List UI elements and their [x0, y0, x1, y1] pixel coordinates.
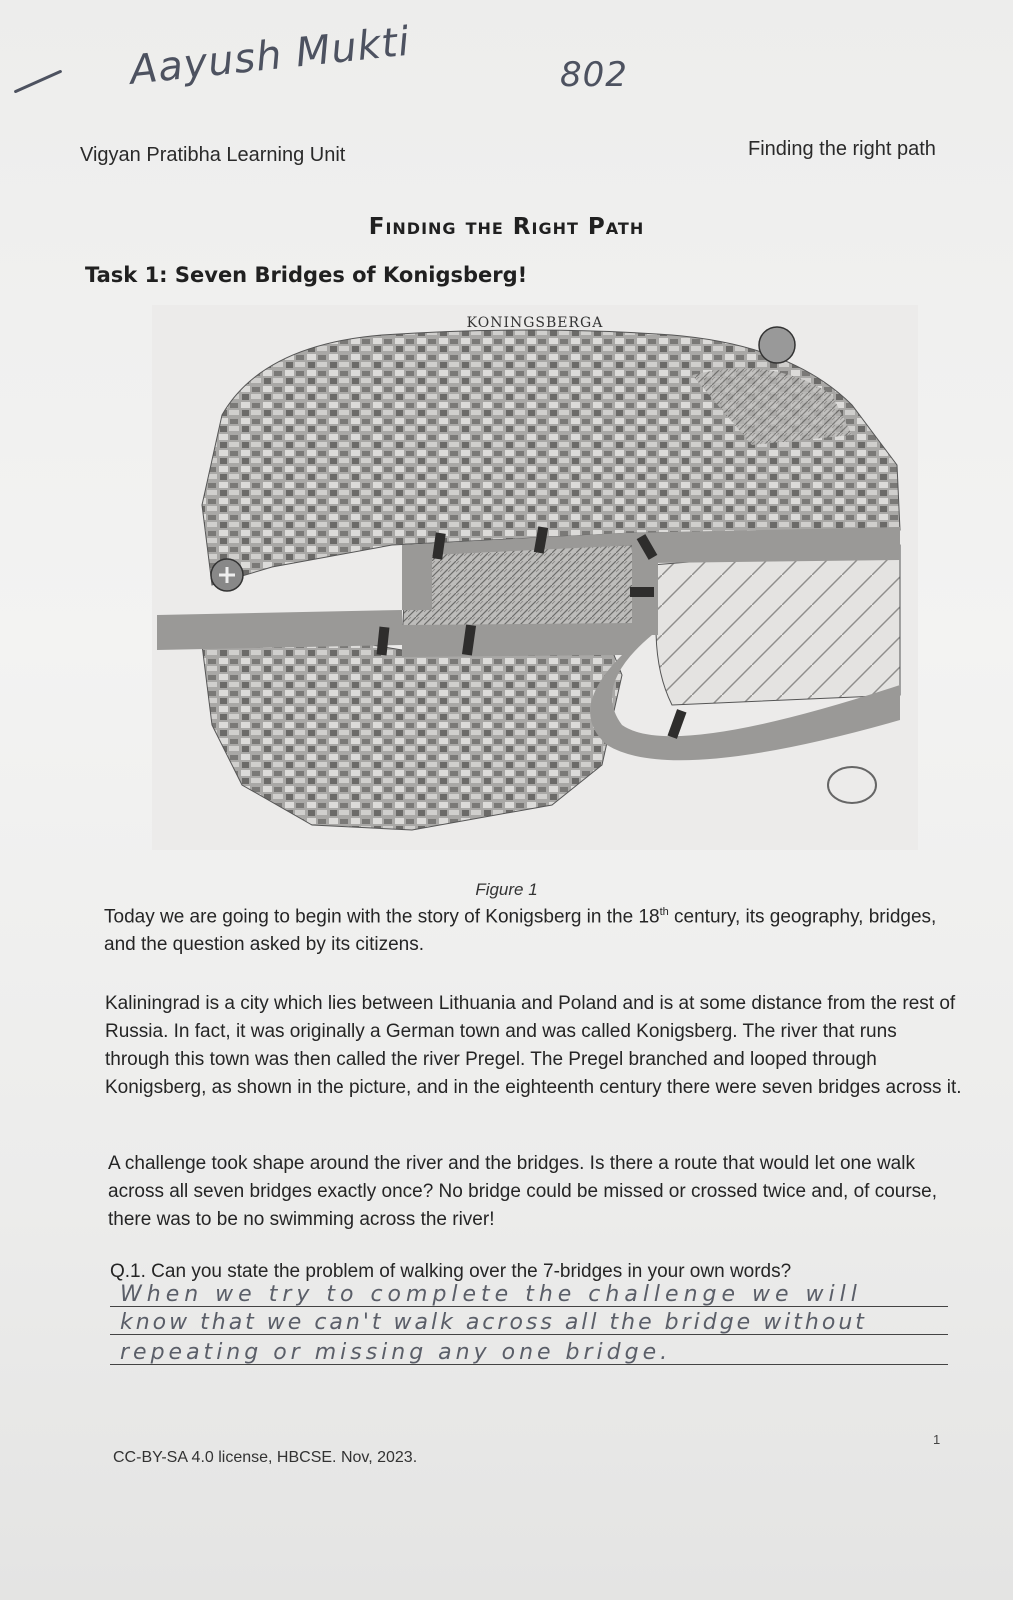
crest-icon: [759, 327, 795, 363]
south-district: [202, 635, 622, 830]
student-name-handwritten: Aayush Mukti: [127, 18, 413, 94]
east-land: [652, 545, 900, 705]
intro-text-part2: century, its geography, bridges, and the question asked by its citizens.: [104, 906, 937, 956]
konigsberg-map-illustration: [152, 305, 918, 850]
bridge-4: [630, 587, 654, 597]
header-unit-name: Vigyan Pratibha Learning Unit: [80, 144, 346, 166]
river-west: [157, 610, 402, 650]
handwritten-answer-line-1: When we try to complete the challenge we will: [120, 1282, 862, 1307]
konigsberg-map-figure: [152, 305, 918, 850]
question-1-label: Q.1. Can you state the problem of walking over the 7-bridges in your own words?: [110, 1261, 792, 1282]
footer-license: CC-BY-SA 4.0 license, HBCSE. Nov, 2023.: [113, 1449, 418, 1466]
page-number: 1: [933, 1432, 941, 1447]
map-title-label: KONINGSBERGA: [466, 315, 604, 331]
history-paragraph: Kaliningrad is a city which lies between Lithuania and Poland and is at some distance from the rest of Russia. In fact, it was originally a German town and was called Konigsberg. The river that runs through this town was then called the river Pregel. The Pregel branched and looped through Konigsberg, as shown in the picture, and in the eighteenth century there were seven bridges across it.: [105, 993, 962, 1098]
challenge-paragraph: A challenge took shape around the river and the bridges. Is there a route that would let one walk across all seven bridges exactly once? No bridge could be missed or crossed twice and, of course, there was to be no swimming across the river!: [108, 1153, 938, 1230]
handwritten-tick-mark: [14, 70, 63, 94]
page-title: Finding the Right Path: [368, 214, 645, 240]
figure-caption: Figure 1: [475, 880, 538, 899]
ordinal-superscript: th: [659, 906, 669, 918]
handwritten-answer-line-2: know that we can't walk across all the bridge without: [120, 1310, 867, 1335]
intro-text-part1: Today we are going to begin with the story of Konigsberg in the 18: [104, 906, 660, 928]
roll-number-handwritten: 802: [560, 55, 628, 95]
bridge-7: [668, 709, 687, 739]
intro-paragraph: [104, 898, 964, 959]
task-heading: Task 1: Seven Bridges of Konigsberg!: [85, 263, 528, 287]
handwritten-answer-line-3: repeating or missing any one bridge.: [120, 1340, 672, 1365]
map-seal-icon: [828, 767, 876, 803]
header-running-title: Finding the right path: [748, 138, 936, 160]
